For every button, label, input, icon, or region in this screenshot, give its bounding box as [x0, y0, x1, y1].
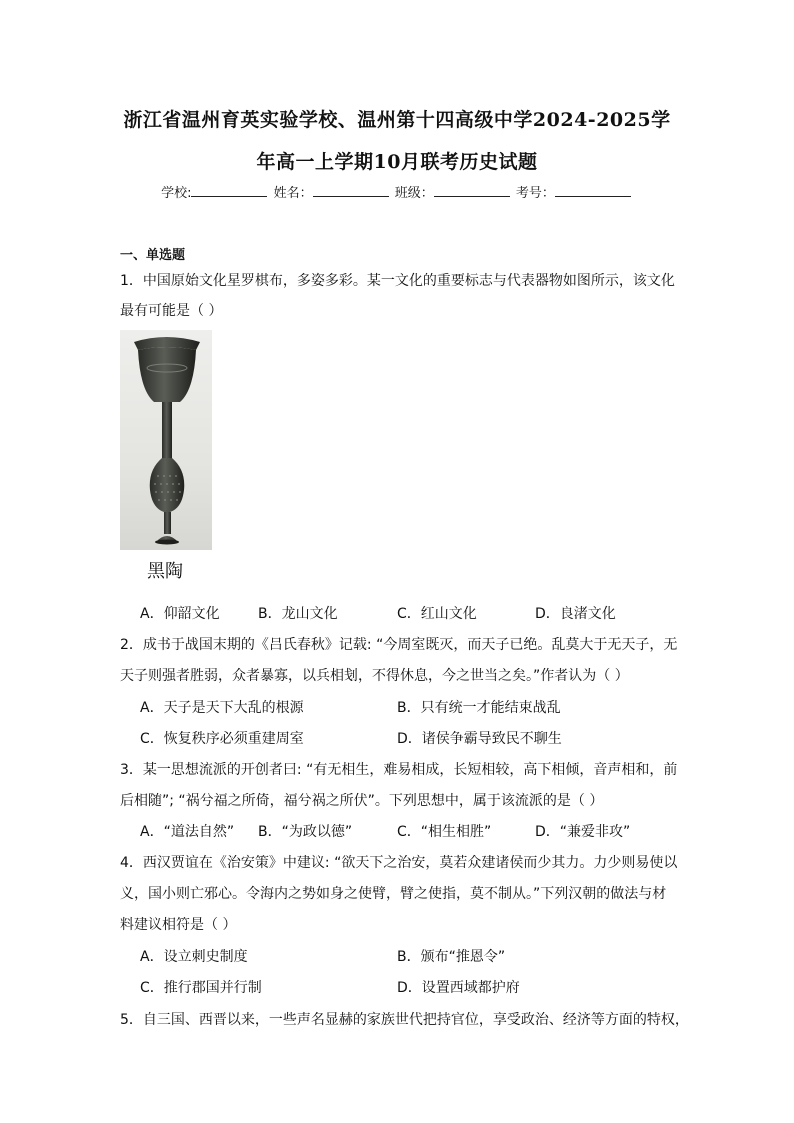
q2-option-a[interactable]: A．天子是天下大乱的根源 [140, 700, 304, 716]
name-blank [313, 184, 389, 197]
q4-line-1: 4．西汉贾谊在《治安策》中建议: “欲天下之治安，莫若众建诸侯而少其力。力少则易使以 [120, 855, 678, 871]
q3-option-d[interactable]: D．“兼爱非攻” [535, 824, 631, 840]
photo-caption: 黑陶 [147, 561, 183, 582]
q4-line-3: 料建议相符是（ ） [120, 917, 237, 933]
black-pottery-photo [120, 330, 212, 550]
class-blank [434, 184, 510, 197]
q3-line-2: 后相随”; “祸兮福之所倚，福兮祸之所伏”。下列思想中，属于该流派的是（ ） [120, 793, 604, 809]
class-label: 班级： [394, 186, 434, 201]
q4-option-c[interactable]: C．推行郡国并行制 [140, 980, 262, 996]
q4-option-a[interactable]: A．设立刺史制度 [140, 949, 248, 965]
black-pottery-cup-icon [120, 330, 212, 550]
student-info-row [0, 182, 794, 201]
exam-number-label: 考号： [515, 186, 555, 201]
school-label: 学校: [161, 186, 192, 201]
q2-option-d[interactable]: D．诸侯争霸导致民不聊生 [397, 731, 562, 747]
q1-line-1: 1．中国原始文化星罗棋布，多姿多彩。某一文化的重要标志与代表器物如图所示，该文化 [120, 273, 675, 289]
q4-option-d[interactable]: D．设置西域都护府 [397, 980, 520, 996]
exam-title-line-1: 浙江省温州育英实验学校、温州第十四高级中学2024-2025学 [123, 109, 671, 131]
q2-line-2: 天子则强者胜弱，众者暴寡，以兵相刬，不得休息，今之世当之矣。”作者认为（ ） [120, 668, 629, 684]
q3-option-b[interactable]: B．“为政以德” [258, 824, 353, 840]
q1-line-2: 最有可能是（ ） [120, 303, 223, 319]
school-blank [191, 184, 267, 197]
q2-option-b[interactable]: B．只有统一才能结束战乱 [397, 700, 561, 716]
q3-option-a[interactable]: A．“道法自然” [140, 824, 235, 840]
q4-line-2: 义，国小则亡邪心。令海内之势如身之使臂，臂之使指，莫不制从。”下列汉朝的做法与材 [120, 886, 667, 902]
exam-title-line-2: 年高一上学期10月联考历史试题 [256, 151, 538, 173]
name-label: 姓名： [273, 186, 313, 201]
q5-line-1: 5．自三国、西晋以来，一些声名显赫的家族世代把持官位，享受政治、经济等方面的特权， [120, 1012, 689, 1028]
section-heading: 一、单选题 [120, 248, 186, 263]
q1-option-b[interactable]: B．龙山文化 [258, 606, 338, 622]
q1-option-d[interactable]: D．良渚文化 [535, 606, 616, 622]
q2-line-1: 2．成书于战国末期的《吕氏春秋》记载: “今周室既灭，而天子已绝。乱莫大于无天子，无 [120, 637, 678, 653]
q3-line-1: 3．某一思想流派的开创者曰: “有无相生，难易相成，长短相较，高下相倾，音声相和，前 [120, 762, 678, 778]
q2-option-c[interactable]: C．恢复秩序必须重建周室 [140, 731, 304, 747]
q4-option-b[interactable]: B．颁布“推恩令” [397, 949, 506, 965]
q3-option-c[interactable]: C．“相生相胜” [397, 824, 492, 840]
exam-number-blank [555, 184, 631, 197]
q1-option-c[interactable]: C．红山文化 [397, 606, 477, 622]
q1-option-a[interactable]: A．仰韶文化 [140, 606, 220, 622]
